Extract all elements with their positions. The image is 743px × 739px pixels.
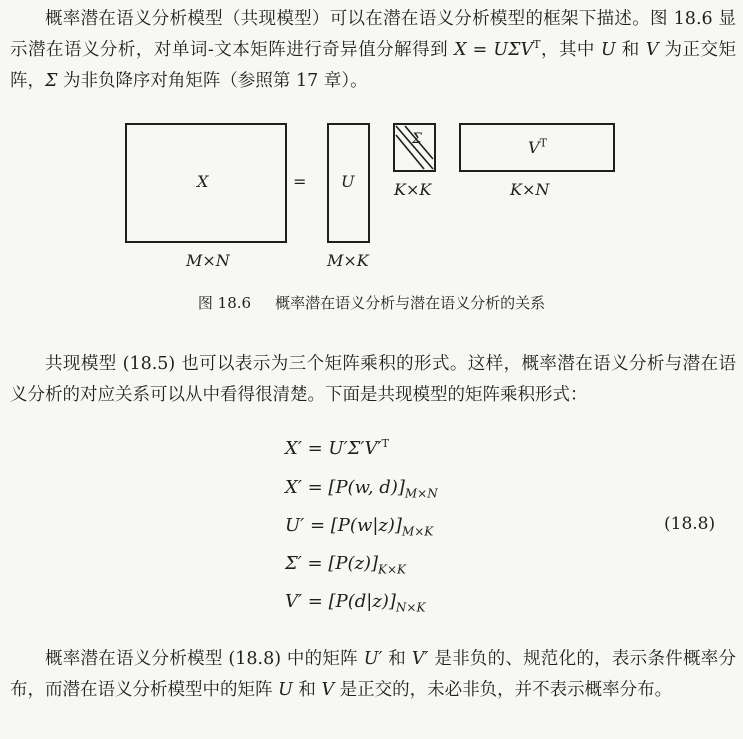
dim-u: M×K [327, 251, 369, 270]
caption-text: 概率潜在语义分析与潜在语义分析的关系 [275, 294, 546, 312]
math-v: V [321, 680, 335, 700]
dim-sigma: K×K [394, 180, 432, 199]
equation-3: U′ = [P(w|z)] [285, 515, 402, 536]
matrix-sigma-label: Σ [412, 131, 422, 147]
conclusion-paragraph [10, 644, 736, 706]
equation-4: Σ′ = [P(z)] [285, 553, 379, 574]
caption-number: 图 18.6 [197, 294, 252, 312]
matrix-v-sup: T [539, 136, 547, 150]
figure-caption [0, 292, 743, 313]
matrix-x-label: X [197, 172, 209, 191]
text-run: 和 [615, 40, 646, 60]
math-v: V [645, 40, 659, 60]
svd-formula: X = UΣV [454, 40, 534, 60]
math-v-prime: V′ [411, 649, 429, 669]
equation-4-sub: K×K [378, 562, 407, 577]
equation-5: V′ = [P(d|z)] [285, 591, 396, 612]
math-u: U [278, 680, 293, 700]
text-run: 是非负的、规范化的，表示条件概率分布，而潜在语义分析模型中的矩阵 [10, 649, 736, 700]
equation-5-sub: N×K [395, 600, 426, 615]
equation-1-sup: T [381, 437, 389, 450]
intro-paragraph [10, 4, 736, 97]
text-run: 共现模型 (18.5) 也可以表示为三个矩阵乘积的形式。这样，概率潜在语义分析与潜在语义分析的对应关系可以从中看得很清楚。下面是共现模型的矩阵乘积形式： [10, 354, 736, 405]
text-run: 概率潜在语义分析模型 (18.8) 中的矩阵 [45, 649, 364, 669]
matrix-u-label: U [341, 172, 355, 191]
text-run: 和 [292, 680, 322, 700]
text-run: 是正交的，未必非负，并不表示概率分布。 [334, 680, 673, 700]
cooccurrence-paragraph [10, 349, 736, 411]
equals-sign: = [293, 172, 307, 191]
text-run: 为正交矩阵， [10, 40, 736, 91]
dim-x: M×N [186, 251, 230, 270]
text-run: 为非负降序对角矩阵（参照第 17 章）。 [57, 71, 368, 91]
math-u: U [600, 40, 616, 60]
equation-3-sub: M×K [401, 524, 434, 539]
equation-2: X′ = [P(w, d)] [285, 477, 405, 498]
math-u-prime: U′ [363, 649, 383, 669]
dim-v: K×N [510, 180, 550, 199]
equation-2-sub: M×N [404, 486, 438, 501]
matrix-v-label: V [528, 138, 540, 157]
transpose-sup: T [533, 38, 541, 52]
math-sigma: Σ [45, 71, 58, 91]
text-run: 概率潜在语义分析模型（共现模型）可以在潜在语义分析模型的框架下描述。图 18.6 显示潜在语义分析，对单词-文本矩阵进行奇异值分解得到 [10, 9, 736, 60]
text-run: ，其中 [540, 40, 601, 60]
equation-1: X′ = U′Σ′V′ [285, 438, 382, 459]
equation-number: (18.8) [664, 514, 716, 534]
text-run: 和 [382, 649, 412, 669]
